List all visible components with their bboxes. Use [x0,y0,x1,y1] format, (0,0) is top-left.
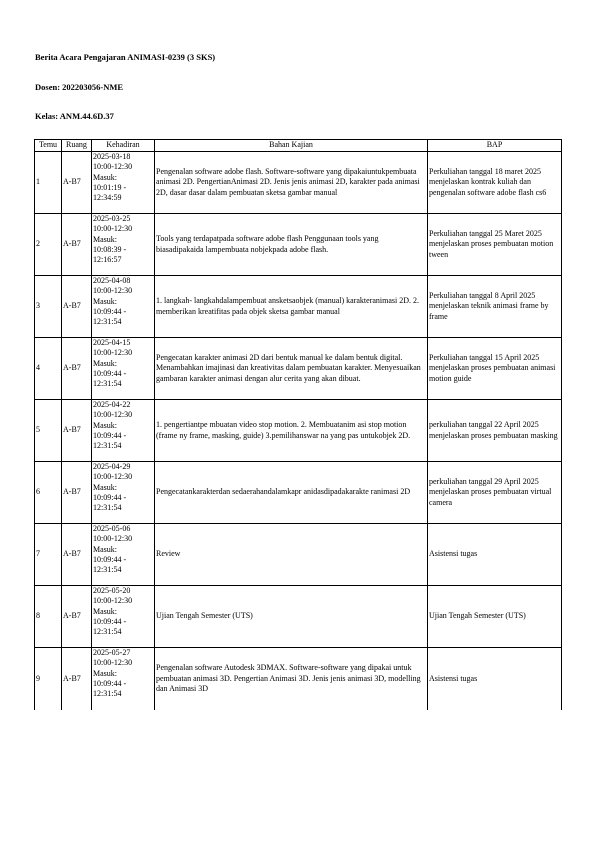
cell-kehadiran [92,276,155,338]
table-row [35,338,562,400]
kehadiran-line: 10:09:44 - [93,306,127,316]
cell-kehadiran [92,214,155,276]
cell-temu: 1 [35,152,62,214]
kehadiran-line: 2025-04-22 [93,400,131,409]
cell-bap: perkuliahan tanggal 29 April 2025 menjelaskan proses pembuatan virtual camera [428,462,562,524]
cell-bahan-kajian: Ujian Tengah Semester (UTS) [155,586,428,648]
cell-bahan-kajian: 1. pengertiantpe mbuatan video stop motion. 2. Membuatanim asi stop motion (frame ny frame, masking, guide) 3.pemilihanswar na yang pas untukobjek 2D. [155,400,428,462]
kehadiran-line: Masuk: [93,606,117,616]
bap-table [34,139,562,710]
table-row [35,524,562,586]
kehadiran-line: 10:00-12:30 [93,410,133,420]
col-header-bap: BAP [428,140,562,152]
kehadiran-line: 12:31:54 [93,379,122,389]
cell-kehadiran [92,338,155,400]
kehadiran-line: 12:31:54 [93,503,122,513]
cell-bahan-kajian: 1. langkah- langkahdalampembuat ansketsaobjek (manual) karakteranimasi 2D. 2. memberikan kreatifitas pada objek sketsa gambar manual [155,276,428,338]
kelas-line: Kelas: ANM.44.6D.37 [35,111,114,121]
table-row [35,276,562,338]
cell-ruang: A-B7 [62,400,92,462]
kehadiran-line: 12:31:54 [93,627,122,637]
table-row [35,400,562,462]
cell-ruang: A-B7 [62,338,92,400]
kehadiran-line: 10:09:44 - [93,554,127,564]
kehadiran-line: 12:16:57 [93,255,122,265]
cell-bahan-kajian: Tools yang terdapatpada software adobe flash Penggunaan tools yang biasadipakaida lampembuata nobjekpada adobe flash. [155,214,428,276]
cell-ruang: A-B7 [62,648,92,710]
table-header-row [35,140,562,152]
cell-bahan-kajian: Pengecatankarakterdan sedaerahandalamkapr anidasdipadakarakte ranimasi 2D [155,462,428,524]
kehadiran-line: 10:00-12:30 [93,162,133,172]
kehadiran-line: Masuk: [93,234,117,244]
kehadiran-line: Masuk: [93,668,117,678]
cell-bap: Perkuliahan tanggal 18 maret 2025 menjelaskan kontrak kuliah dan pengenalan software adobe flash cs6 [428,152,562,214]
kehadiran-line: 10:00-12:30 [93,286,133,296]
cell-ruang: A-B7 [62,462,92,524]
cell-ruang: A-B7 [62,586,92,648]
col-header-kehadiran: Kehadiran [92,140,155,152]
kehadiran-line: 10:00-12:30 [93,534,133,544]
cell-ruang: A-B7 [62,524,92,586]
kehadiran-line: 12:31:54 [93,565,122,575]
cell-bahan-kajian: Pengenalan software adobe flash. Software-software yang dipakaiuntukpembuata animasi 2D. PengertianAnimasi 2D. Jenis jenis animasi 2D, karakter pada animasi 2D, dasar dasar dalam pembuatan sketsa gambar manual [155,152,428,214]
table-row [35,586,562,648]
cell-kehadiran [92,648,155,710]
cell-temu: 3 [35,276,62,338]
kehadiran-line: 2025-05-27 [93,648,131,657]
kehadiran-line: Masuk: [93,358,117,368]
cell-bap: Asistensi tugas [428,648,562,710]
kehadiran-line: Masuk: [93,172,117,182]
cell-temu: 5 [35,400,62,462]
cell-bap: Ujian Tengah Semester (UTS) [428,586,562,648]
kehadiran-line: 2025-04-15 [93,338,131,347]
kehadiran-line: 2025-04-29 [93,462,131,471]
cell-bahan-kajian: Pengenalan software Autodesk 3DMAX. Software-software yang dipakai untuk pembuatan animasi 3D. Pengertian Animasi 3D. Jenis jenis animasi 3D, modelling dan Animasi 3D [155,648,428,710]
kehadiran-line: 10:00-12:30 [93,472,133,482]
kehadiran-line: 10:09:44 - [93,678,127,688]
dosen-line: Dosen: 202203056-NME [35,82,124,92]
kehadiran-line: 2025-04-08 [93,276,131,285]
kehadiran-line: 10:09:44 - [93,368,127,378]
cell-temu: 4 [35,338,62,400]
cell-kehadiran [92,400,155,462]
kehadiran-line: 10:09:44 - [93,616,127,626]
cell-temu: 7 [35,524,62,586]
cell-kehadiran [92,586,155,648]
kehadiran-line: 10:00-12:30 [93,224,133,234]
cell-bahan-kajian: Review [155,524,428,586]
kehadiran-line: 2025-05-20 [93,586,131,595]
kehadiran-line: 2025-03-18 [93,152,131,161]
kehadiran-line: Masuk: [93,482,117,492]
cell-ruang: A-B7 [62,152,92,214]
kehadiran-line: 10:09:44 - [93,492,127,502]
cell-bap: Asistensi tugas [428,524,562,586]
cell-bap: Perkuliahan tanggal 25 Maret 2025 menjelaskan proses pembuatan motion tween [428,214,562,276]
cell-temu: 2 [35,214,62,276]
kehadiran-line: 10:08:39 - [93,244,127,254]
kehadiran-line: 10:09:44 - [93,430,127,440]
table-row [35,648,562,710]
kehadiran-line: 10:00-12:30 [93,658,133,668]
col-header-bahan-kajian: Bahan Kajian [155,140,428,152]
cell-kehadiran [92,462,155,524]
cell-ruang: A-B7 [62,276,92,338]
col-header-temu: Temu [35,140,62,152]
kehadiran-line: 12:31:54 [93,317,122,327]
document-title: Berita Acara Pengajaran ANIMASI-0239 (3 SKS) [35,52,216,62]
cell-temu: 9 [35,648,62,710]
table-row [35,152,562,214]
cell-kehadiran [92,524,155,586]
kehadiran-line: 12:34:59 [93,193,122,203]
cell-bap: Perkuliahan tanggal 15 April 2025 menjelaskan proses pembuatan animasi motion guide [428,338,562,400]
cell-bap: Perkuliahan tanggal 8 April 2025 menjelaskan teknik animasi frame by frame [428,276,562,338]
kehadiran-line: Masuk: [93,420,117,430]
kehadiran-line: 10:00-12:30 [93,348,133,358]
cell-temu: 8 [35,586,62,648]
kehadiran-line: 12:31:54 [93,441,122,451]
kehadiran-line: Masuk: [93,544,117,554]
table-row [35,462,562,524]
cell-temu: 6 [35,462,62,524]
cell-ruang: A-B7 [62,214,92,276]
kehadiran-line: 12:31:54 [93,689,122,699]
cell-bap: perkuliahan tanggal 22 April 2025 menjelaskan proses pembuatan masking [428,400,562,462]
kehadiran-line: 2025-05-06 [93,524,131,533]
cell-kehadiran [92,152,155,214]
col-header-ruang: Ruang [62,140,92,152]
table-row [35,214,562,276]
kehadiran-line: 2025-03-25 [93,214,131,223]
kehadiran-line: 10:00-12:30 [93,596,133,606]
kehadiran-line: Masuk: [93,296,117,306]
kehadiran-line: 10:01:19 - [93,182,127,192]
cell-bahan-kajian: Pengecatan karakter animasi 2D dari bentuk manual ke dalam bentuk digital. Menambahkan imajinasi dan kreativitas dalam pembuatan karakter. Menyesuaikan gambaran karakter animasi dengan alur cerita yang akan dibuat. [155,338,428,400]
